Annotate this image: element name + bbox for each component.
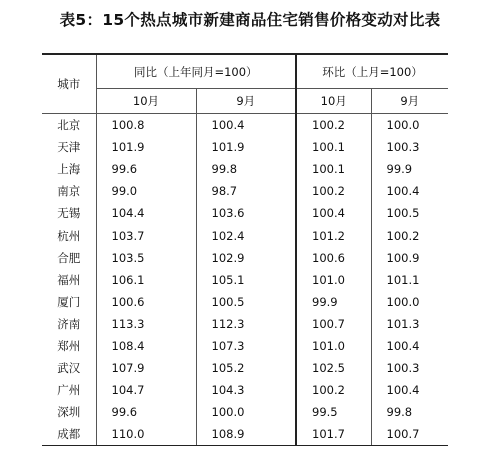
mom-oct-cell: 101.0 [296, 335, 371, 357]
city-cell: 厦门 [42, 291, 96, 313]
table-row [42, 114, 448, 137]
yoy-sep-cell: 108.9 [196, 423, 296, 446]
mom-sep-cell: 100.4 [386, 184, 420, 199]
yoy-oct-cell: 100.8 [96, 114, 196, 137]
yoy-sep-cell: 100.0 [196, 401, 296, 423]
mom-sep-cell: 101.3 [386, 316, 420, 331]
mom-oct-cell: 102.5 [296, 357, 371, 379]
mom-oct-cell: 101.0 [296, 269, 371, 291]
mom-oct-cell: 100.7 [296, 313, 371, 335]
mom-oct-cell: 100.1 [296, 158, 371, 180]
yoy-sep-cell: 99.8 [196, 158, 296, 180]
table-title: 表5：15个热点城市新建商品住宅销售价格变动对比表 [59, 11, 441, 29]
mom-oct-cell: 99.9 [296, 291, 371, 313]
mom-sep-cell: 100.5 [386, 206, 420, 221]
yoy-oct-cell: 108.4 [96, 335, 196, 357]
yoy-group-header: 同比（上年同月=100） [96, 54, 296, 89]
city-cell: 广州 [42, 379, 96, 401]
mom-sep-cell: 100.3 [386, 140, 420, 155]
mom-sep-cell: 100.3 [386, 361, 420, 376]
price-comparison-table [42, 53, 448, 446]
yoy-sep-cell: 112.3 [196, 313, 296, 335]
city-cell: 济南 [42, 313, 96, 335]
table-row [42, 401, 448, 423]
city-cell: 郑州 [42, 335, 96, 357]
mom-group-header: 环比（上月=100） [296, 54, 448, 89]
mom-sep-cell: 100.4 [386, 338, 420, 353]
mom-sep-header: 9月 [371, 89, 448, 114]
table-body [42, 114, 448, 446]
mom-sep-cell: 99.9 [386, 162, 413, 177]
table-row [42, 335, 448, 357]
city-cell: 武汉 [42, 357, 96, 379]
city-cell: 无锡 [42, 202, 96, 224]
mom-oct-cell: 101.2 [296, 224, 371, 246]
table-row [42, 180, 448, 202]
mom-sep-cell: 100.7 [371, 423, 448, 446]
table-row [42, 247, 448, 269]
mom-oct-cell: 100.2 [296, 114, 371, 137]
mom-sep-cell: 100.0 [386, 294, 420, 309]
mom-sep-cell: 100.0 [386, 118, 420, 133]
yoy-oct-cell: 110.0 [96, 423, 196, 446]
mom-sep-cell: 100.9 [386, 250, 420, 265]
yoy-sep-cell: 100.5 [196, 291, 296, 313]
table-row [42, 224, 448, 246]
mom-sep-cell: 101.1 [386, 272, 420, 287]
yoy-oct-header: 10月 [96, 89, 196, 114]
city-column-header: 城市 [42, 54, 96, 114]
city-cell: 北京 [42, 114, 96, 137]
city-cell: 上海 [42, 158, 96, 180]
table-row [42, 423, 448, 446]
city-cell: 杭州 [42, 224, 96, 246]
yoy-oct-cell: 104.7 [96, 379, 196, 401]
mom-oct-cell: 100.1 [296, 136, 371, 158]
yoy-oct-cell: 103.7 [96, 224, 196, 246]
mom-sep-cell: 100.4 [386, 383, 420, 398]
yoy-sep-cell: 103.6 [196, 202, 296, 224]
mom-oct-cell: 101.7 [296, 423, 371, 446]
table-row [42, 269, 448, 291]
city-cell: 天津 [42, 136, 96, 158]
yoy-oct-cell: 99.6 [96, 158, 196, 180]
yoy-oct-cell: 104.4 [96, 202, 196, 224]
city-cell: 福州 [42, 269, 96, 291]
yoy-sep-cell: 104.3 [196, 379, 296, 401]
yoy-oct-cell: 106.1 [96, 269, 196, 291]
table-row [42, 202, 448, 224]
yoy-oct-cell: 101.9 [96, 136, 196, 158]
yoy-oct-cell: 107.9 [96, 357, 196, 379]
table-row [42, 158, 448, 180]
table-row [42, 136, 448, 158]
yoy-oct-cell: 113.3 [96, 313, 196, 335]
mom-oct-header: 10月 [296, 89, 371, 114]
yoy-sep-cell: 102.4 [196, 224, 296, 246]
mom-oct-cell: 99.5 [296, 401, 371, 423]
city-cell: 南京 [42, 180, 96, 202]
mom-sep-cell: 99.8 [386, 405, 413, 420]
mom-sep-cell: 100.2 [386, 228, 420, 243]
yoy-sep-header: 9月 [196, 89, 296, 114]
yoy-sep-cell: 107.3 [196, 335, 296, 357]
yoy-sep-cell: 100.4 [196, 114, 296, 137]
yoy-oct-cell: 99.6 [96, 401, 196, 423]
city-cell: 合肥 [42, 247, 96, 269]
yoy-oct-cell: 99.0 [96, 180, 196, 202]
mom-oct-cell: 100.4 [296, 202, 371, 224]
mom-oct-cell: 100.6 [296, 247, 371, 269]
mom-oct-cell: 100.2 [296, 180, 371, 202]
table-row [42, 357, 448, 379]
table-row [42, 313, 448, 335]
table-row [42, 379, 448, 401]
yoy-sep-cell: 105.2 [196, 357, 296, 379]
yoy-oct-cell: 103.5 [96, 247, 196, 269]
city-cell: 深圳 [42, 401, 96, 423]
yoy-sep-cell: 98.7 [196, 180, 296, 202]
yoy-sep-cell: 101.9 [196, 136, 296, 158]
yoy-sep-cell: 105.1 [196, 269, 296, 291]
table-row [42, 291, 448, 313]
yoy-oct-cell: 100.6 [96, 291, 196, 313]
city-cell: 成都 [42, 423, 96, 446]
yoy-sep-cell: 102.9 [196, 247, 296, 269]
mom-oct-cell: 100.2 [296, 379, 371, 401]
